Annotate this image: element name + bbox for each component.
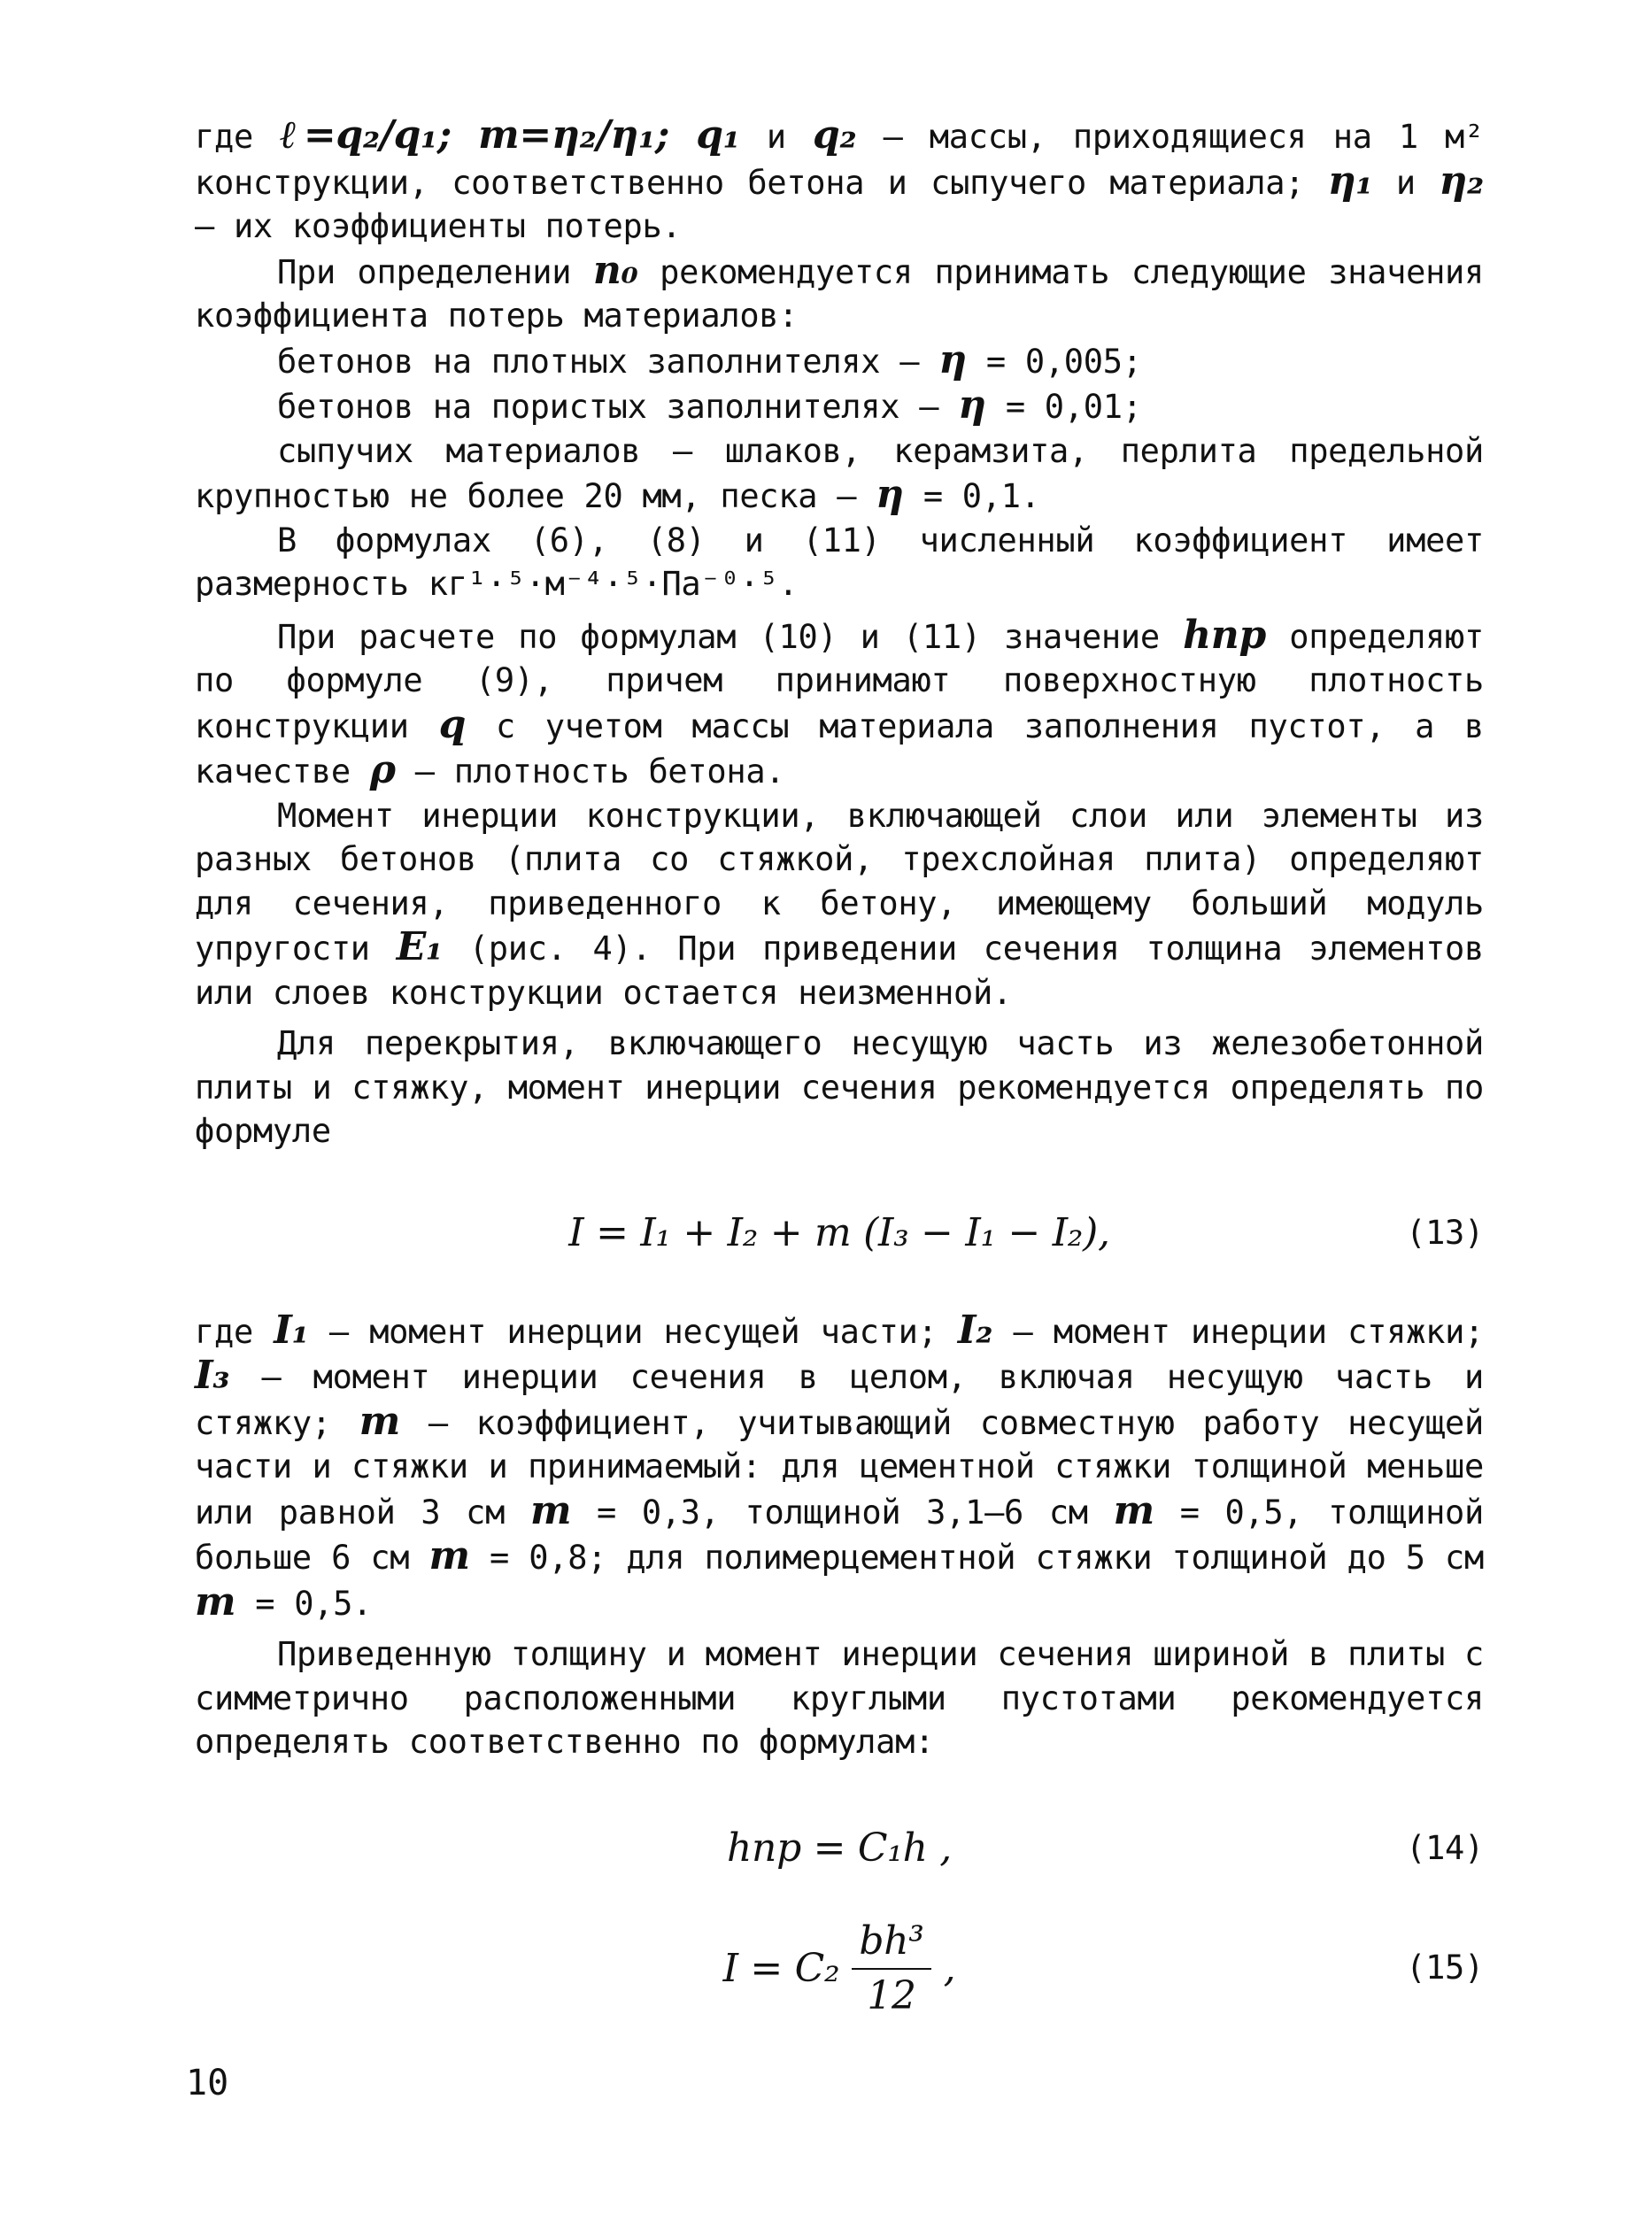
paragraph-where-inertia: где I₁ – момент инерции несущей части; I₂ – момент инерции стяжки; I₃ – момент инерции сечения в целом, включая несущую часть и стяжку; m – коэффициент, учитывающий совместную работу несущей части и стяжки и принимаемый: для цементной стяжки толщиной меньше или равной 3 см m = 0,3, толщиной 3,1–6 см m = 0,5, толщиной больше 6 см m = 0,8; для полимерцементной стяжки толщиной до 5 см m = 0,5. [195,1307,1485,1624]
equation-15-numerator: bh³ [852,1915,930,1970]
symbol-eta: η [938,336,967,382]
equation-15-denominator: 12 [867,1972,916,2018]
symbol-i2: I₂ [957,1307,993,1353]
paragraph-dimension: В формулах (6), (8) и (11) численный коэффициент имеет размерность кг¹·⁵·м⁻⁴·⁵·Па⁻⁰·⁵. [195,521,1484,603]
list-item-loose-materials: сыпучих материалов – шлаков, керамзита, перлита предельной крупностью не более 20 мм, песка – η = 0,1. [195,431,1484,517]
paragraph-loss-coefficients: При определении n₀ рекомендуется принимать следующие значения коэффициента потерь материалов: [195,247,1485,335]
formula-m: m=η₂/η₁; [478,112,670,158]
list-item-dense-aggregates: бетонов на плотных заполнителях – η = 0,005; [277,336,1142,382]
symbol-m: m [195,1578,236,1624]
equation-14-number: (14) [1406,1828,1484,1867]
equation-15 [195,1915,1484,2030]
paragraph-where-masses: где ℓ=q₂/q₁; m=η₂/η₁; q₁ и q₂ – массы, приходящиеся на 1 м² конструкции, соответственно бетона и сыпучего материала; η₁ и η₂ – их коэффициенты потерь. [195,112,1484,245]
symbol-m: m [529,1487,572,1533]
symbol-eta2: η₂ [1439,158,1484,204]
symbol-h-pr: hпр [1183,612,1266,658]
paragraph-calculation: При расчете по формулам (10) и (11) значение hпр определяют по формуле (9), причем принимают поверхностную плотность конструкции q с учетом массы материала заполнения пустот, а в качестве ρ – плотность бетона. [195,612,1484,792]
document-body [195,113,1484,2030]
symbol-i1: I₁ [274,1307,309,1353]
symbol-q2: q₂ [813,112,857,158]
symbol-eta: η [958,382,986,428]
symbol-m: m [1113,1487,1154,1533]
equation-14-expression: hпр = C₁h , [727,1825,952,1871]
symbol-q1: q₁ [696,112,740,158]
equation-15-fraction [852,1915,930,2023]
paragraph-floor-slab: Для перекрытия, включающего несущую часть из железобетонной плиты и стяжку, момент инерции сечения рекомендуется определять по формуле [195,1024,1484,1150]
equation-13-expression: I = I₁ + I₂ + m (I₃ − I₁ − I₂), [568,1209,1110,1255]
symbol-m: m [359,1398,400,1444]
symbol-n0: n₀ [592,247,638,293]
equation-15-lhs: I = C₂ [722,1945,840,1991]
dimension-units: кг¹·⁵·м⁻⁴·⁵·Па⁻⁰·⁵. [428,565,799,603]
list-item-porous-aggregates: бетонов на пористых заполнителях – η = 0,01; [277,382,1142,428]
symbol-rho: ρ [369,747,396,792]
equation-13 [195,1207,1484,1260]
equation-15-number: (15) [1406,1948,1484,1987]
paragraph-moment-of-inertia: Момент инерции конструкции, включающей слои или элементы из разных бетонов (плита со стяжкой, трехслойная плита) определяют для сечения, приведенного к бетону, имеющему больший модуль упругости E₁ (рис. 4). При приведении сечения толщина элементов или слоев конструкции остается неизменной. [195,796,1485,1012]
equation-13-number: (13) [1406,1213,1484,1252]
symbol-eta1: η₁ [1327,158,1373,204]
paragraph-hollow-core: Приведенную толщину и момент инерции сечения шириной в плиты с симметрично расположенными круглыми пустотами рекомендуется определять соответственно по формулам: [195,1635,1484,1761]
equation-15-tail: , [943,1945,956,1991]
symbol-i3: I₃ [195,1353,230,1398]
formula-l: ℓ=q₂/q₁; [280,112,452,158]
symbol-m: m [428,1533,470,1578]
equation-14 [195,1817,1484,1879]
symbol-eta: η [876,472,904,517]
symbol-e1: E₁ [396,924,443,969]
page-number: 10 [186,2063,229,2103]
symbol-q: q [438,701,467,747]
